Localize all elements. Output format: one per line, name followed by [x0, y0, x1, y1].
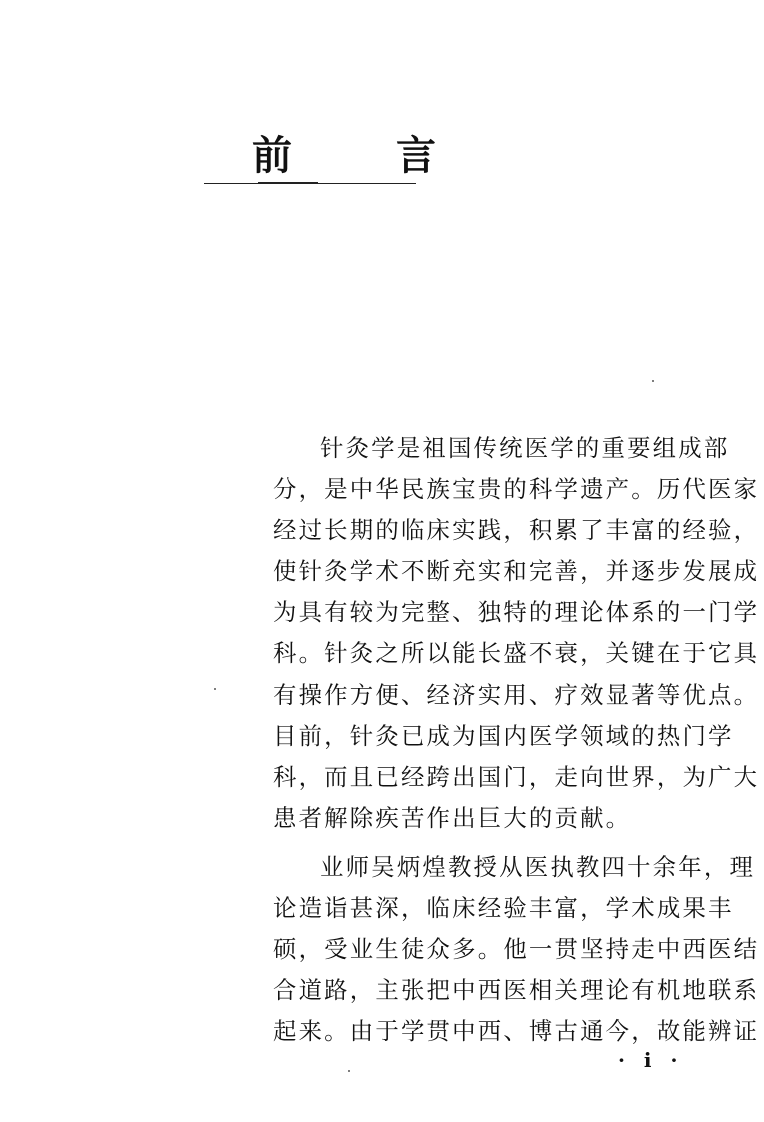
text-line: 科。针灸之所以能长盛不衰，关键在于它具	[273, 639, 760, 668]
scan-speck	[652, 380, 654, 382]
title-underline-accent	[258, 182, 318, 184]
text-line: 患者解除疾苦作出巨大的贡献。	[273, 803, 632, 832]
text-line: 分，是中华民族宝贵的科学遗产。历代医家	[273, 475, 760, 504]
text-line: 论造诣甚深，临床经验丰富，学术成果丰	[273, 894, 734, 923]
text-line: 目前，针灸已成为国内医学领域的热门学	[273, 721, 734, 750]
paragraph-2	[226, 847, 760, 1052]
text-line: 科，而且已经跨出国门，走向世界，为广大	[273, 762, 760, 791]
paragraph-1	[226, 428, 760, 839]
scan-speck	[214, 688, 216, 690]
text-line: 合道路，主张把中西医相关理论有机地联系	[273, 976, 760, 1005]
body-text	[226, 428, 760, 1052]
text-line: 硕，受业生徒众多。他一贯坚持走中西医结	[273, 935, 760, 964]
text-line: 经过长期的临床实践，积累了丰富的经验，	[273, 516, 760, 545]
text-line: 使针灸学术不断充实和完善，并逐步发展成	[273, 557, 760, 586]
page-title: 前 言	[252, 132, 468, 179]
page-number: · i ·	[618, 1048, 684, 1072]
scan-speck	[348, 1070, 350, 1072]
text-line: 针灸学是祖国传统医学的重要组成部	[320, 434, 730, 462]
text-line: 为具有较为完整、独特的理论体系的一门学	[273, 598, 760, 627]
text-line: 业师吴炳煌教授从医执教四十余年，理	[320, 852, 756, 881]
text-line: 有操作方便、经济实用、疗效显著等优点。	[273, 680, 760, 709]
text-line: 起来。由于学贯中西、博古通今，故能辨证	[273, 1017, 760, 1046]
